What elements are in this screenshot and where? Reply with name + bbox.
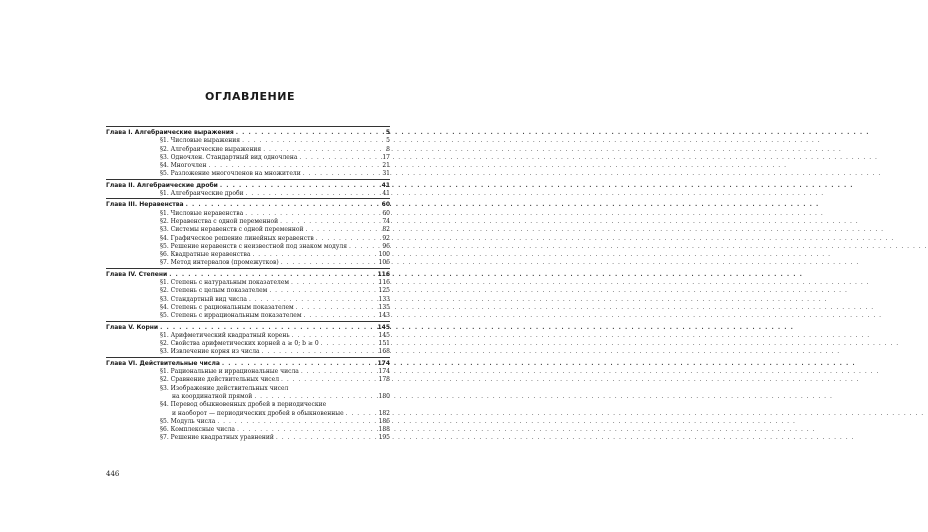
toc-section-page: 8 xyxy=(386,145,390,153)
dot-leader xyxy=(217,418,376,426)
toc-section xyxy=(106,401,390,409)
toc-section-page: 41 xyxy=(382,190,390,198)
dot-leader xyxy=(186,201,376,209)
toc-section-label: §6. Квадратные неравенства xyxy=(160,251,251,259)
chapter-heading xyxy=(106,360,390,368)
dot-leader xyxy=(276,434,376,442)
toc-section-page: 17 xyxy=(382,153,390,161)
toc-section-page: 82 xyxy=(382,226,390,234)
toc-section-page: 188 xyxy=(378,426,390,434)
toc-section-label: §1. Рациональные и иррациональные числа xyxy=(160,368,299,376)
chapter-heading-label: Глава II. Алгебраические дроби xyxy=(106,181,218,189)
toc-section-page: 125 xyxy=(378,287,390,295)
dot-leader xyxy=(281,259,376,267)
dot-leader xyxy=(281,376,376,384)
dot-leader xyxy=(236,129,376,137)
toc-section xyxy=(106,376,390,384)
toc-section xyxy=(106,434,390,442)
dot-leader xyxy=(304,312,376,320)
toc-section xyxy=(106,296,390,304)
toc-section xyxy=(106,210,390,218)
dot-leader xyxy=(160,324,375,332)
toc-section-label: §2. Алгебраические выражения xyxy=(160,145,262,153)
chapter-heading-page: 5 xyxy=(385,129,390,136)
chapter-heading-label: Глава VI. Действительные числа xyxy=(106,359,220,367)
dot-leader xyxy=(303,170,376,178)
toc-section-label: §3. Одночлен. Стандартный вид одночлена xyxy=(160,153,298,161)
toc-section-label: §4. Степень с рациональным показателем xyxy=(160,303,294,311)
toc-section xyxy=(106,393,390,401)
toc-section-page: 21 xyxy=(382,162,390,170)
toc-section-page: 168 xyxy=(378,348,390,356)
toc-section-label: §1. Арифметический квадратный корень xyxy=(160,331,290,339)
chapter-heading xyxy=(106,271,390,279)
toc-section xyxy=(106,348,390,356)
toc-section xyxy=(106,368,390,376)
dot-leader xyxy=(296,304,376,312)
table-of-contents xyxy=(106,126,390,443)
toc-section-label: §2. Степень с целым показателем xyxy=(160,287,268,295)
chapter-heading xyxy=(106,201,390,209)
toc-section-page: 143 xyxy=(378,312,390,320)
toc-section-label: §1. Степень с натуральным показателем xyxy=(160,279,290,287)
page-number: 446 xyxy=(106,470,120,478)
dot-leader xyxy=(246,190,376,198)
dot-leader xyxy=(208,162,376,170)
dot-leader xyxy=(242,137,376,145)
toc-section-label: §5. Степень с иррациональным показателем xyxy=(160,312,302,320)
dot-leader xyxy=(245,210,376,218)
chapter-heading-label: Глава IV. Степени xyxy=(106,270,168,278)
toc-section-page: 174 xyxy=(378,368,390,376)
toc-section xyxy=(106,312,390,320)
toc-section-page: 180 xyxy=(378,392,390,400)
dot-leader xyxy=(346,410,376,418)
toc-section-page: 31 xyxy=(382,170,390,178)
dot-leader xyxy=(349,243,376,251)
dot-leader xyxy=(237,426,376,434)
toc-section xyxy=(106,418,390,426)
toc-section-label: §2. Сравнение действительных чисел xyxy=(160,376,280,384)
toc-section xyxy=(106,385,390,393)
toc-chapter xyxy=(106,321,390,357)
toc-section-page: 151 xyxy=(378,340,390,348)
toc-section xyxy=(106,340,390,348)
toc-section xyxy=(106,190,390,198)
toc-section-label: §7. Решение квадратных уравнений xyxy=(160,434,274,442)
toc-section-label: §7. Метод интервалов (промежутков) xyxy=(160,259,279,267)
toc-section-page: 133 xyxy=(378,295,390,303)
toc-section xyxy=(106,137,390,145)
dot-leader xyxy=(249,296,376,304)
chapter-heading-label: Глава I. Алгебраические выражения xyxy=(106,129,234,136)
toc-section-page: 74 xyxy=(382,217,390,225)
toc-section-label: §4. Многочлен xyxy=(160,162,207,170)
chapter-heading xyxy=(106,324,390,332)
toc-section xyxy=(106,251,390,259)
toc-section-page: 96 xyxy=(382,242,390,250)
toc-section-label: §5. Разложение многочленов на множители xyxy=(160,170,301,178)
dot-leader xyxy=(263,146,376,154)
toc-section-label: §5. Модуль числа xyxy=(160,417,216,425)
toc-section-page: 106 xyxy=(378,259,390,267)
chapter-heading-label: Глава III. Неравенства xyxy=(106,201,184,209)
toc-section-label: §1. Алгебраические дроби xyxy=(160,190,244,198)
toc-section xyxy=(106,170,390,178)
chapter-heading-page: 145 xyxy=(377,323,390,331)
toc-section xyxy=(106,426,390,434)
toc-section-page: 60 xyxy=(382,209,390,217)
dot-leader xyxy=(169,271,375,279)
dot-leader xyxy=(252,251,376,259)
chapter-heading-page: 41 xyxy=(381,181,390,189)
dot-leader xyxy=(299,154,376,162)
toc-section-label: §3. Изображение действительных чисел xyxy=(160,384,289,392)
chapter-heading-page: 60 xyxy=(381,201,390,209)
toc-section-label: §1. Числовые выражения xyxy=(160,137,241,145)
dot-leader xyxy=(316,235,376,243)
dot-leader xyxy=(280,218,376,226)
toc-section-page: 135 xyxy=(378,303,390,311)
toc-section-label: §4. Графическое решение линейных неравенств xyxy=(160,234,314,242)
toc-section-label: §3. Системы неравенств с одной переменной xyxy=(160,226,304,234)
toc-section xyxy=(106,226,390,234)
toc-section-page: 92 xyxy=(382,234,390,242)
toc-section-label: §2. Свойства арифметических корней a ≥ 0; b ≥ 0 xyxy=(160,340,319,348)
toc-section-label: §6. Комплексные числа xyxy=(160,426,235,434)
toc-section-page: 116 xyxy=(378,279,390,287)
dot-leader xyxy=(306,226,376,234)
dot-leader xyxy=(254,393,376,401)
toc-chapter xyxy=(106,268,390,321)
page-title: ОГЛАВЛЕНИЕ xyxy=(205,90,295,103)
toc-section xyxy=(106,259,390,267)
toc-section xyxy=(106,304,390,312)
toc-section xyxy=(106,332,390,340)
toc-section xyxy=(106,243,390,251)
chapter-heading xyxy=(106,129,390,137)
dot-leader xyxy=(292,332,376,340)
dot-leader xyxy=(262,348,376,356)
toc-section xyxy=(106,279,390,287)
toc-section xyxy=(106,162,390,170)
chapter-heading-label: Глава V. Корни xyxy=(106,323,159,331)
toc-section-label: §5. Решение неравенств с неизвестной под знаком модуля xyxy=(160,242,347,250)
toc-section xyxy=(106,235,390,243)
dot-leader xyxy=(301,368,376,376)
chapter-heading xyxy=(106,182,390,190)
toc-section-page: 178 xyxy=(378,376,390,384)
toc-section-label: на координатной прямой xyxy=(172,392,253,400)
toc-section-page: 145 xyxy=(378,331,390,339)
toc-section-label: §3. Извлечение корня из числа xyxy=(160,348,260,356)
toc-section-page: 5 xyxy=(386,137,390,145)
toc-section xyxy=(106,410,390,418)
chapter-heading-page: 174 xyxy=(377,359,390,367)
dot-leader xyxy=(222,360,376,368)
toc-section-label: §1. Числовые неравенства xyxy=(160,209,244,217)
toc-section xyxy=(106,287,390,295)
dot-leader xyxy=(269,287,376,295)
toc-chapter xyxy=(106,357,390,443)
toc-section-label: и наоборот — периодических дробей в обыкновенные xyxy=(172,409,344,417)
toc-section-page: 186 xyxy=(378,417,390,425)
toc-section-page: 100 xyxy=(378,251,390,259)
toc-section-label: §3. Стандартный вид числа xyxy=(160,295,247,303)
toc-section xyxy=(106,146,390,154)
chapter-heading-page: 116 xyxy=(377,270,390,278)
dot-leader xyxy=(291,279,376,287)
toc-chapter xyxy=(106,198,390,267)
toc-chapter xyxy=(106,126,390,179)
dot-leader xyxy=(220,182,376,190)
toc-section-label: §4. Перевод обыкновенных дробей в периодические xyxy=(160,401,327,409)
toc-chapter xyxy=(106,179,390,199)
toc-section xyxy=(106,218,390,226)
toc-section-page: 182 xyxy=(378,409,390,417)
toc-section xyxy=(106,154,390,162)
toc-section-page: 195 xyxy=(378,434,390,442)
dot-leader xyxy=(321,340,376,348)
toc-section-label: §2. Неравенства с одной переменной xyxy=(160,217,279,225)
